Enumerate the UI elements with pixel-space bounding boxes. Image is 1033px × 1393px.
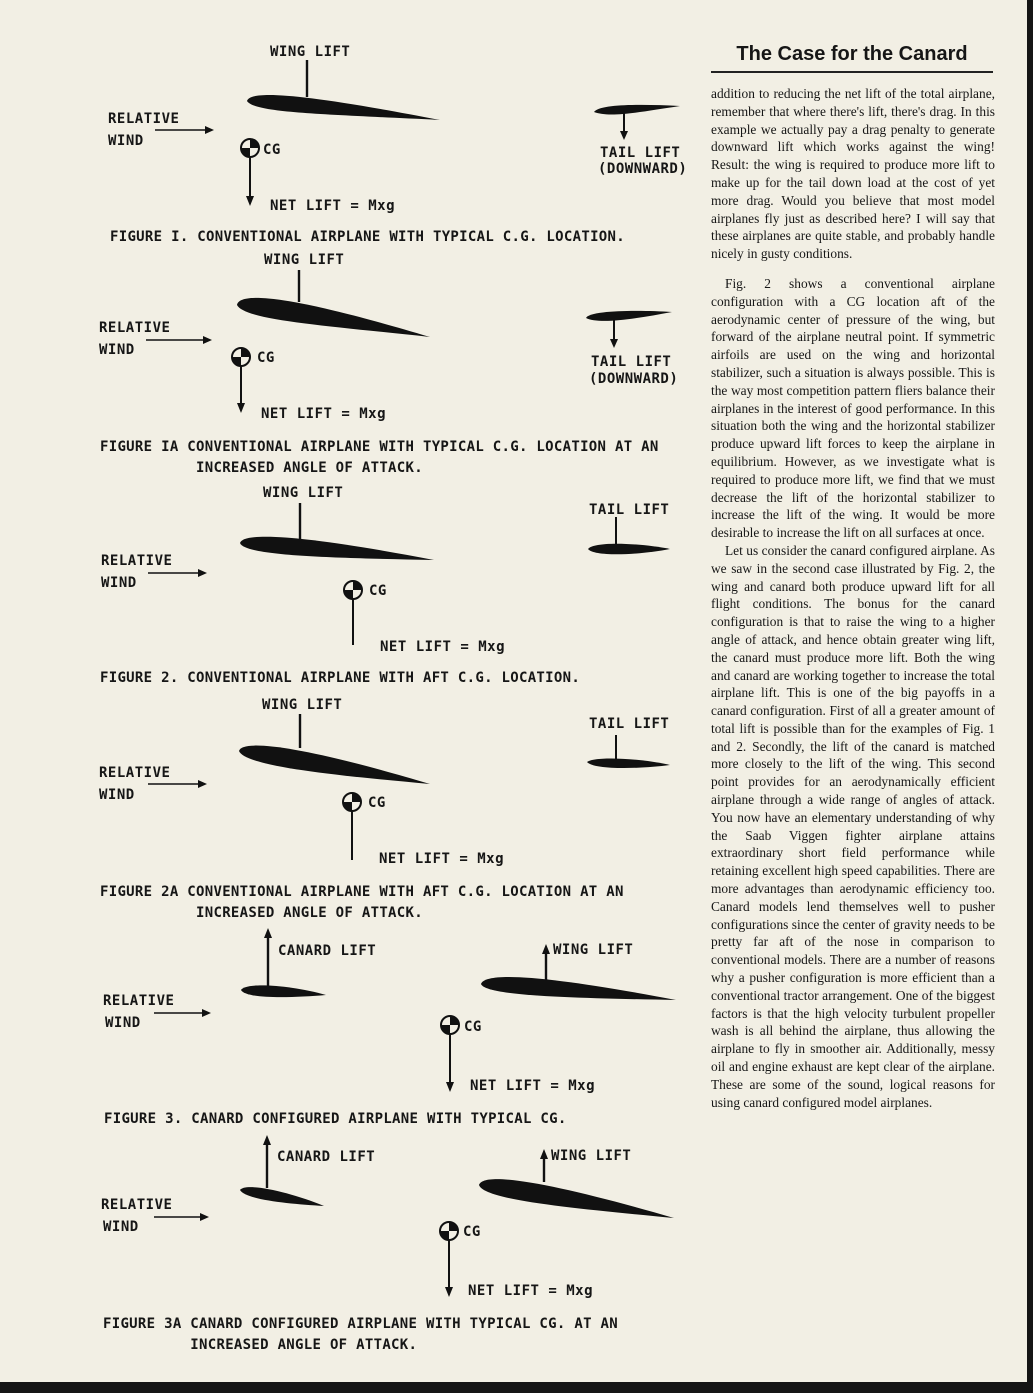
relative-label: RELATIVE: [103, 993, 175, 1009]
wind-label: WIND: [101, 575, 137, 591]
figure-1a-caption: FIGURE IA CONVENTIONAL AIRPLANE WITH TYPICAL C.G. LOCATION AT AN INCREASED ANGLE OF ATTACK.: [100, 439, 659, 476]
wind-label: WIND: [105, 1015, 141, 1031]
cg-label: CG: [263, 142, 281, 158]
downward-label: (DOWNWARD): [598, 161, 688, 177]
article-title: The Case for the Canard: [711, 40, 993, 73]
relative-label: RELATIVE: [99, 765, 171, 781]
tail-lift-label: TAIL LIFT: [591, 354, 672, 370]
figure-3a-caption: FIGURE 3A CANARD CONFIGURED AIRPLANE WITH TYPICAL CG. AT AN INCREASED ANGLE OF ATTACK.: [103, 1316, 618, 1353]
figure-3-caption: FIGURE 3. CANARD CONFIGURED AIRPLANE WITH TYPICAL CG.: [104, 1111, 567, 1127]
figure-2-caption: FIGURE 2. CONVENTIONAL AIRPLANE WITH AFT C.G. LOCATION.: [100, 670, 581, 686]
net-lift-label: NET LIFT = Mxg: [470, 1078, 596, 1094]
relative-label: RELATIVE: [108, 111, 180, 127]
wing-lift-label: WING LIFT: [553, 942, 634, 958]
downward-label: (DOWNWARD): [589, 371, 679, 387]
tail-lift-label: TAIL LIFT: [589, 502, 670, 518]
cg-label: CG: [463, 1224, 481, 1240]
net-lift-label: NET LIFT = Mxg: [270, 198, 396, 214]
wind-label: WIND: [108, 133, 144, 149]
article-paragraph: Let us consider the canard configured airplane. As we saw in the second case illustrated by Fig. 2, the wing and canard both produce upward lift for all flight conditions. The bonus for the canard configuration is that to raise the wing to a higher angle of attack, and hence obtain greater wing lift, the canard must produce more lift. Both the wing and canard are working together to increase the total airplane lift. This is one of the big payoffs in a canard configuration. First of all a greater amount of total lift is possible than for the examples of Fig. 1 and 2. Secondly, the lift of the canard is matched more closely to the lift of the wing. This second point provides for an aerodynamically efficient airplane through a wide range of angles of attack. You now have an elementary understanding of why the Saab Viggen fighter airplane attains extraordinary short field performance while retaining excellent high speed capabilities. There are more advantages than aerodynamic efficiency too. Canard models lend themselves well to pusher configurations since the center of gravity needs to be pretty far aft of the nose in comparison to conventional models. There are a number of reasons why a pusher configuration is more efficient than a conventional tractor arrangement. One of the biggest factors is that the high velocity turbulent propeller wash is all behind the airplane, thus allowing the airplane to fly in smoother air. Additionally, messy oil and engine exhaust are kept clear of the airplane. These are some of the sound, logical reasons for using canard configured model airplanes.: [711, 542, 995, 1110]
wing-lift-label: WING LIFT: [263, 485, 344, 501]
relative-label: RELATIVE: [101, 1197, 173, 1213]
relative-label: RELATIVE: [99, 320, 171, 336]
cg-label: CG: [257, 350, 275, 366]
figure-1-caption: FIGURE I. CONVENTIONAL AIRPLANE WITH TYPICAL C.G. LOCATION.: [110, 229, 625, 245]
cg-label: CG: [464, 1019, 482, 1035]
canard-lift-label: CANARD LIFT: [277, 1149, 376, 1165]
article-paragraph: addition to reducing the net lift of the total airplane, remember that where there's lift, there's drag. In this example we actually pay a drag penalty to generate downward lift which works against the wing! Result: the wing is required to produce more lift to make up for the tail down load at the cost of yet more drag. Would you believe that most model airplanes fly just as described here? I will say that these airplanes are quite stable, and probably handle nicely in gusty conditions.: [711, 86, 995, 262]
tail-lift-label: TAIL LIFT: [600, 145, 681, 161]
wind-label: WIND: [99, 342, 135, 358]
article-paragraph: Fig. 2 shows a conventional airplane configuration with a CG location aft of the aerodynamic center of pressure of the wing, but forward of the airplane neutral point. If symmetric airfoils are used on the wing and horizontal stabilizer, such a situation is always possible. This is the way most competition pattern fliers balance their airplanes in the interest of good performance. In this situation both the wing and the horizontal stabilizer produce upward lift forces to keep the airplane in equilibrium. However, as we investigate what is required to produce more lift, we find that we must decrease the lift of the horizontal stabilizer to increase the lift of the wing. It would be more desirable to increase the lift on all surfaces at once.: [711, 275, 995, 541]
wing-lift-label: WING LIFT: [270, 44, 351, 60]
cg-label: CG: [369, 583, 387, 599]
net-lift-label: NET LIFT = Mxg: [261, 406, 387, 422]
net-lift-label: NET LIFT = Mxg: [380, 639, 506, 655]
wind-label: WIND: [103, 1219, 139, 1235]
net-lift-label: NET LIFT = Mxg: [379, 851, 505, 867]
canard-lift-label: CANARD LIFT: [278, 943, 377, 959]
tail-lift-label: TAIL LIFT: [589, 716, 670, 732]
figure-2a-caption: FIGURE 2A CONVENTIONAL AIRPLANE WITH AFT C.G. LOCATION AT AN INCREASED ANGLE OF ATTACK.: [100, 884, 624, 921]
article-body: [711, 85, 995, 1111]
wing-lift-label: WING LIFT: [264, 252, 345, 268]
cg-label: CG: [368, 795, 386, 811]
wing-lift-label: WING LIFT: [551, 1148, 632, 1164]
wing-lift-label: WING LIFT: [262, 697, 343, 713]
relative-label: RELATIVE: [101, 553, 173, 569]
net-lift-label: NET LIFT = Mxg: [468, 1283, 594, 1299]
wind-label: WIND: [99, 787, 135, 803]
